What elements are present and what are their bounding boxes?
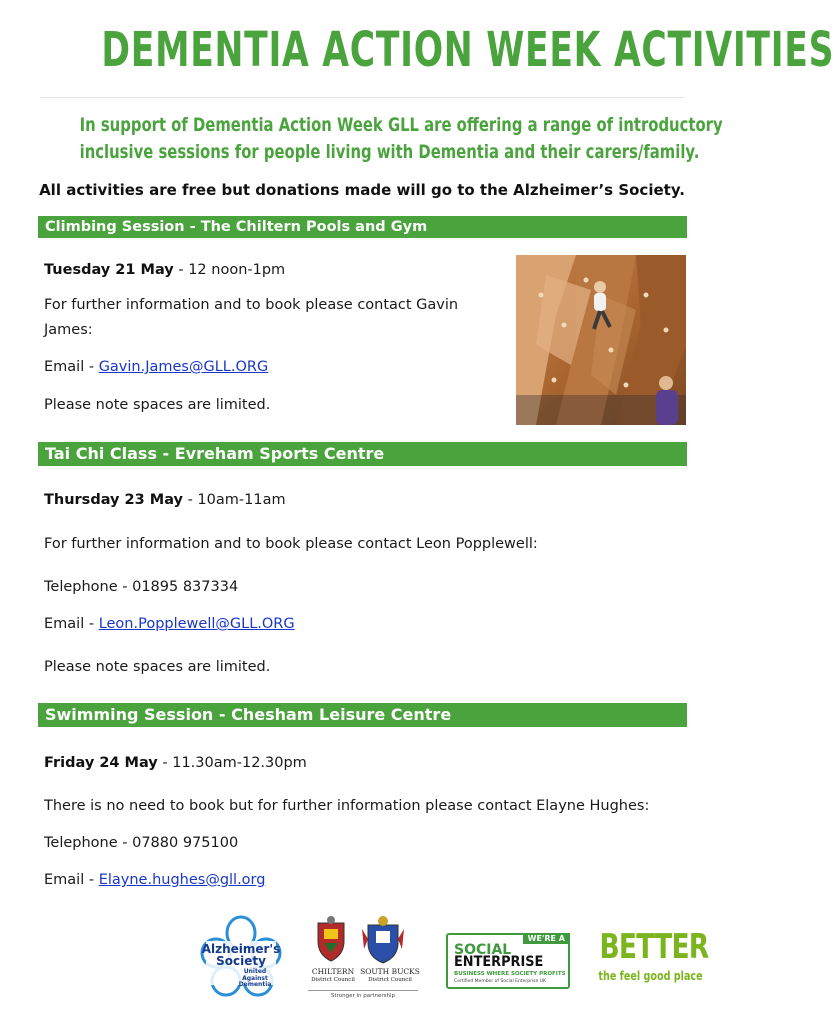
climbing-wall-photo <box>516 255 686 425</box>
tai-chi-info: For further information and to book please contact Leon Popplewell: <box>44 536 538 552</box>
better-word: BETTER <box>599 927 709 967</box>
alzheimers-society-logo <box>200 913 282 999</box>
swimming-email <box>44 872 265 888</box>
swimming-email-link[interactable]: Elayne.hughes@gll.org <box>98 872 266 888</box>
chiltern-name: CHILTERN <box>311 967 355 976</box>
page-title: DEMENTIA ACTION WEEK ACTIVITIES <box>101 22 834 78</box>
social-enterprise-line-3: BUSINESS WHERE SOCIETY PROFITS <box>454 971 566 977</box>
chiltern-sub: District Council <box>311 977 355 983</box>
social-enterprise-badge: WE'RE A <box>523 933 570 944</box>
social-enterprise-line-2: ENTERPRISE <box>454 954 544 970</box>
tai-chi-note: Please note spaces are limited. <box>44 659 271 675</box>
tai-chi-time: - 10am-11am <box>182 492 286 508</box>
section-heading-swimming: Swimming Session - Chesham Leisure Centre <box>38 703 687 727</box>
swimming-phone: Telephone - 07880 975100 <box>44 835 239 851</box>
swimming-date <box>44 755 307 771</box>
intro-line-2: inclusive sessions for people living with Dementia and their carers/family. <box>79 141 700 163</box>
tai-chi-email-link[interactable]: Leon.Popplewell@GLL.ORG <box>98 616 295 632</box>
social-enterprise-line-4: Certified Member of Social Enterprise UK <box>454 979 546 984</box>
social-enterprise-logo <box>446 933 570 989</box>
intro-text <box>0 112 724 166</box>
swimming-email-label: Email - <box>44 872 99 888</box>
climbing-time: - 12 noon-1pm <box>173 262 286 278</box>
alz-line-2: Society <box>216 954 266 968</box>
climbing-info-line-1: For further information and to book please contact Gavin <box>44 297 459 313</box>
better-tagline: the feel good place <box>598 969 703 983</box>
south-bucks-sub: District Council <box>368 977 412 983</box>
better-logo <box>588 919 709 999</box>
alz-sub-2: Against <box>242 974 268 982</box>
tai-chi-phone: Telephone - 01895 837334 <box>44 579 239 595</box>
climbing-day: Tuesday 21 May <box>44 262 174 278</box>
climbing-email-label: Email - <box>44 359 99 375</box>
donation-note: All activities are free but donations made will go to the Alzheimer’s Society. <box>39 181 685 199</box>
alz-line-1: Alzheimer's <box>201 942 281 956</box>
tai-chi-day: Thursday 23 May <box>44 492 183 508</box>
chiltern-crest-icon <box>318 916 344 961</box>
alz-sub-3: Dementia <box>238 981 272 988</box>
climbing-info-line-2: James: <box>44 322 93 338</box>
south-bucks-name: SOUTH BUCKS <box>360 967 420 976</box>
swimming-day: Friday 24 May <box>44 755 158 771</box>
council-tagline: Stronger in partnership <box>330 993 396 999</box>
council-crest-icons <box>304 915 422 965</box>
climbing-wall-illustration <box>516 255 686 425</box>
south-bucks-crest-icon <box>362 916 404 963</box>
swimming-info: There is no need to book but for further information please contact Elayne Hughes: <box>44 798 650 814</box>
tai-chi-date <box>44 492 286 508</box>
climbing-date <box>44 262 285 278</box>
intro-line-1: In support of Dementia Action Week GLL are offering a range of introductory <box>79 114 723 136</box>
climbing-email <box>44 359 268 375</box>
swimming-time: - 11.30am-12.30pm <box>157 755 307 771</box>
social-enterprise-line-1: SOCIAL <box>454 942 512 958</box>
climbing-note: Please note spaces are limited. <box>44 397 271 413</box>
climbing-email-link[interactable]: Gavin.James@GLL.ORG <box>98 359 269 375</box>
title-divider <box>40 97 684 98</box>
alz-sub-1: United <box>243 968 267 975</box>
partner-logos <box>0 905 724 1015</box>
section-heading-tai-chi: Tai Chi Class - Evreham Sports Centre <box>38 442 687 466</box>
section-heading-climbing: Climbing Session - The Chiltern Pools and Gym <box>38 216 687 238</box>
tai-chi-email-label: Email - <box>44 616 99 632</box>
tai-chi-email <box>44 616 295 632</box>
council-logos <box>304 915 422 1005</box>
council-divider <box>308 990 418 991</box>
